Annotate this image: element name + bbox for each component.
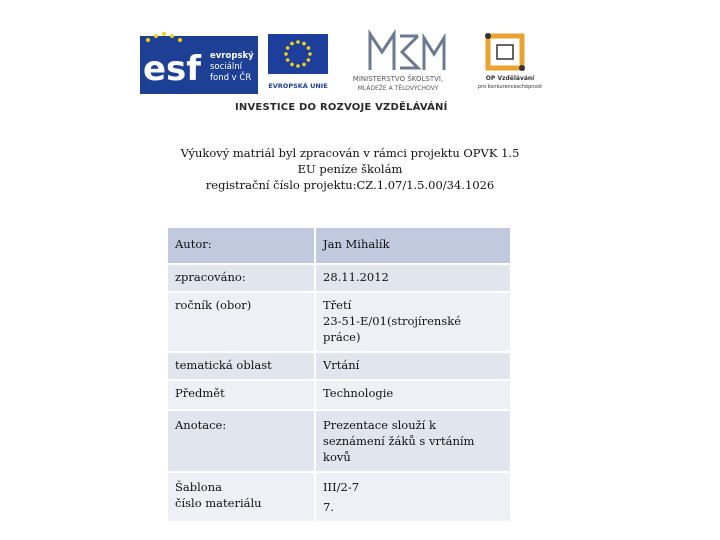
eu-star-icon — [307, 46, 311, 50]
row-value: 28.11.2012 — [315, 264, 510, 292]
intro-line-registration: registrační číslo projektu:CZ.1.07/1.5.00/34.1026 — [205, 178, 495, 192]
row-value: Technologie — [315, 380, 510, 410]
logo-banner — [140, 28, 550, 113]
eu-star-icon — [286, 46, 290, 50]
svg-text:OP Vzdělávání: OP Vzdělávání — [485, 75, 535, 82]
row-key: tematická oblast — [168, 352, 315, 380]
svg-text:sociální: sociální — [210, 62, 242, 72]
table-row — [168, 472, 510, 522]
intro-line-project: Výukový matriál byl zpracován v rámci projektu OPVK 1.5 — [180, 146, 520, 160]
eu-star-icon — [290, 42, 294, 46]
eu-star-icon — [302, 63, 306, 67]
eu-star-icon — [302, 42, 306, 46]
row-key: Šablona číslo materiálu — [168, 472, 315, 522]
eu-flag-logo — [265, 28, 331, 94]
row-value: Třetí 23-51-E/01(strojírenské práce) — [315, 292, 510, 352]
table-row — [168, 410, 510, 472]
svg-text:MINISTERSTVO ŠKOLSTVÍ,: MINISTERSTVO ŠKOLSTVÍ, — [352, 75, 444, 83]
svg-text:esf: esf — [143, 49, 202, 89]
esf-logo — [140, 28, 258, 94]
eu-star-icon — [284, 52, 288, 56]
row-value: III/2-7 7. — [315, 472, 510, 522]
svg-text:pro konkurenceschopnost: pro konkurenceschopnost — [477, 84, 543, 90]
row-value: Jan Mihalík — [315, 228, 510, 264]
eu-star-icon — [307, 58, 311, 62]
intro-text — [140, 145, 560, 193]
msmt-logo — [338, 28, 458, 94]
table-row — [168, 352, 510, 380]
banner-text: INVESTICE DO ROZVOJE VZDĚLÁVÁNÍ — [235, 102, 448, 113]
svg-text:evropský: evropský — [210, 51, 254, 61]
eu-star-icon — [296, 64, 300, 68]
info-table — [168, 228, 510, 523]
row-value: Vrtání — [315, 352, 510, 380]
table-row — [168, 228, 510, 264]
table-row — [168, 292, 510, 352]
row-key: ročník (obor) — [168, 292, 315, 352]
svg-text:fond v ČR: fond v ČR — [210, 73, 252, 83]
intro-line-program: EU peníze školám — [297, 162, 403, 176]
row-key: zpracováno: — [168, 264, 315, 292]
table-row — [168, 264, 510, 292]
eu-star-icon — [296, 40, 300, 44]
row-value: Prezentace slouží k seznámení žáků s vrtáním kovů — [315, 410, 510, 472]
row-key: Předmět — [168, 380, 315, 410]
eu-star-icon — [308, 52, 312, 56]
eu-star-icon — [290, 63, 294, 67]
table-row — [168, 380, 510, 410]
row-key: Autor: — [168, 228, 315, 264]
op-vzdelavani-logo — [470, 28, 550, 94]
eu-star-icon — [286, 58, 290, 62]
svg-text:MLÁDEŽE A TĚLOVÝCHOVY: MLÁDEŽE A TĚLOVÝCHOVY — [357, 85, 439, 92]
row-key: Anotace: — [168, 410, 315, 472]
svg-text:EVROPSKÁ UNIE: EVROPSKÁ UNIE — [268, 82, 328, 90]
